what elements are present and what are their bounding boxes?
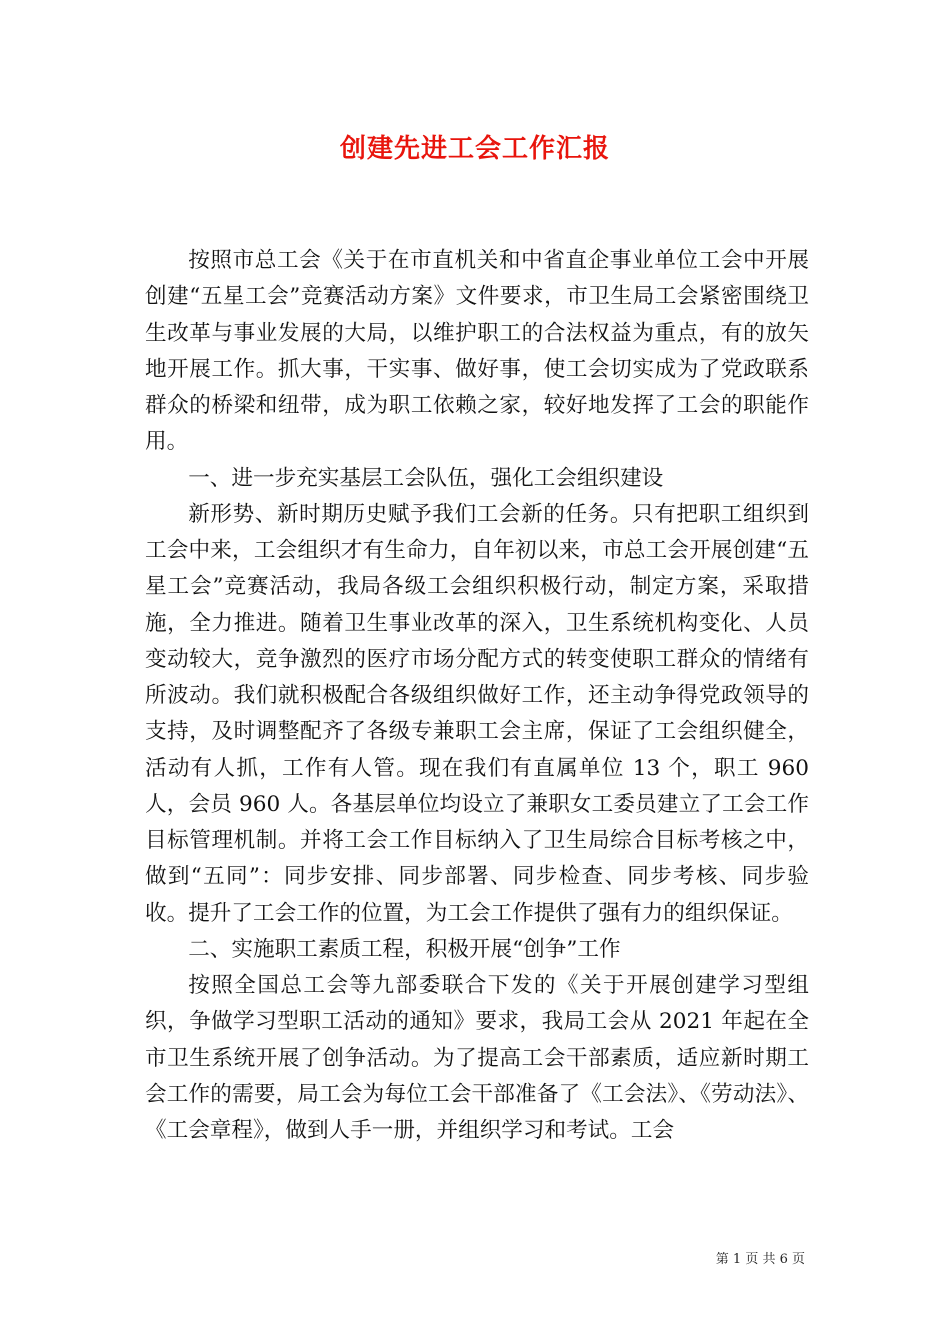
paragraph-section-2: 按照全国总工会等九部委联合下发的《关于开展创建学习型组织，争做学习型职工活动的通知》要求，我局工会从 2021 年起在全市卫生系统开展了创争活动。为了提高工会干部素质，适应新时期工会工作的需要，局工会为每位工会干部准备了《工会法》、《劳动法》、《工会章程》，做到人手一册，并组织学习和考试。工会 — [145, 973, 809, 1143]
page-number: 第 1 页 共 6 页 — [715, 1252, 805, 1267]
paragraph-intro: 按照市总工会《关于在市直机关和中省直企事业单位工会中开展创建“五星工会”竞赛活动方案》文件要求，市卫生局工会紧密围绕卫生改革与事业发展的大局，以维护职工的合法权益为重点，有的放矢地开展工作。抓大事，干实事、做好事，使工会切实成为了党政联系群众的桥梁和纽带，成为职工依赖之家，较好地发挥了工会的职能作用。 — [145, 248, 809, 455]
paragraph-section-1: 新形势、新时期历史赋予我们工会新的任务。只有把职工组织到工会中来，工会组织才有生命力，自年初以来，市总工会开展创建“五星工会”竞赛活动，我局各级工会组织积极行动，制定方案，采取措施，全力推进。随着卫生事业改革的深入，卫生系统机构变化、人员变动较大，竞争激烈的医疗市场分配方式的转变使职工群众的情绪有所波动。我们就积极配合各级组织做好工作，还主动争得党政领导的支持，及时调整配齐了各级专兼职工会主席，保证了工会组织健全，活动有人抓，工作有人管。现在我们有直属单位 13 个，职工 960 人，会员 960 人。各基层单位均设立了兼职女工委员建立了工会工作目标管理机制。并将工会工作目标纳入了卫生局综合目标考核之中，做到“五同”：同步安排、同步部署、同步检查、同步考核、同步验收。提升了工会工作的位置，为工会工作提供了强有力的组织保证。 — [145, 501, 809, 926]
document-title: 创建先进工会工作汇报 — [339, 134, 610, 164]
document-body — [145, 243, 809, 1149]
section-heading-1: 一、进一步充实基层工会队伍，强化工会组织建设 — [188, 465, 664, 491]
section-heading-2: 二、实施职工素质工程，积极开展“创争”工作 — [188, 936, 621, 962]
